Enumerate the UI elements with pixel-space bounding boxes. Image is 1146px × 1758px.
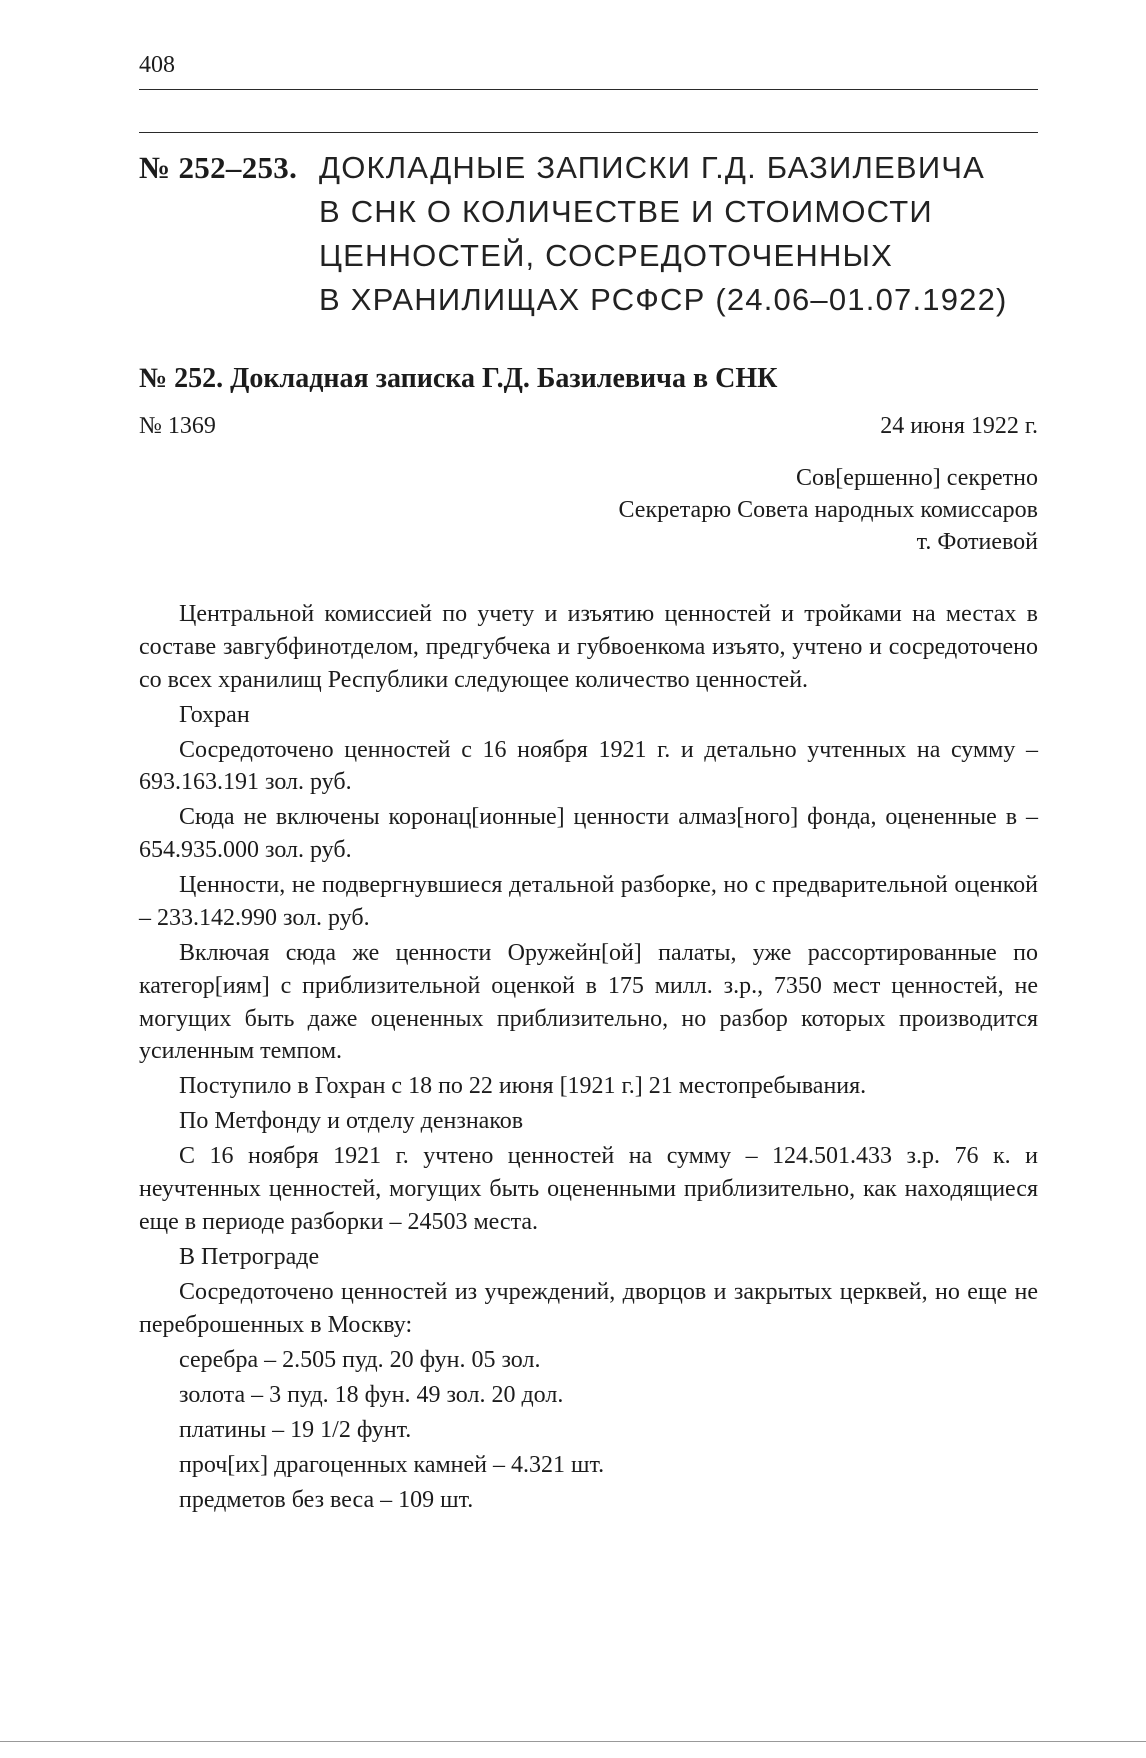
page-number: 408 [139, 52, 175, 78]
paragraph: Сюда не включены коронац[ионные] ценности алмаз[ного] фонда, оцененные в – 654.935.000 зол. руб. [139, 804, 1038, 864]
addressee-name: т. Фотиевой [916, 529, 1038, 555]
list-item-silver: серебра – 2.505 пуд. 20 фун. 05 зол. [179, 1346, 541, 1373]
addressee-title: Секретарю Совета народных комиссаров [618, 497, 1038, 523]
section-rule [139, 132, 1038, 133]
paragraph: Сосредоточено ценностей из учреждений, дворцов и закрытых церквей, но еще не переброшенных в Москву: [139, 1278, 1038, 1338]
document-heading: № 252. Докладная записка Г.Д. Базилевича в СНК [139, 363, 778, 394]
secrecy-stamp: Сов[ершенно] секретно [795, 465, 1038, 491]
subheading-gokhran: Гохран [179, 701, 250, 728]
paragraph: Сосредоточено ценностей с 16 ноября 1921 г. и детально учтенных на сумму – 693.163.191 зол. руб. [139, 736, 1038, 796]
document-body [139, 598, 1038, 1519]
addressee-block [619, 462, 1039, 558]
paragraph: Включая сюда же ценности Оружейн[ой] палаты, уже рассортированные по категор[иям] с приблизительной оценкой в 175 милл. з.р., 7350 мест ценностей, не могущих быть даже оцененных приблизительно, но разбор которых производится усиленным темпом. [139, 939, 1038, 1065]
scan-edge-line [0, 1741, 1146, 1742]
subheading-metfond: По Метфонду и отделу дензнаков [179, 1108, 524, 1135]
section-title: ДОКЛАДНЫЕ ЗАПИСКИ Г.Д. БАЗИЛЕВИЧА В СНК О КОЛИЧЕСТВЕ И СТОИМОСТИ ЦЕННОСТЕЙ, СОСРЕДОТОЧЕННЫХ В ХРАНИЛИЩАХ РСФСР (24.06–01.07.1922) [319, 150, 1008, 317]
subheading-petrograd: В Петрограде [179, 1243, 320, 1270]
paragraph: Ценности, не подвергнувшиеся детальной разборке, но с предварительной оценкой – 233.142.990 зол. руб. [139, 872, 1038, 931]
document-date: 24 июня 1922 г. [880, 413, 1038, 439]
list-item-platinum: платины – 19 1/2 фунт. [179, 1416, 412, 1443]
list-item-gems: проч[их] драгоценных камней – 4.321 шт. [179, 1451, 605, 1478]
paragraph-intro: Центральной комиссией по учету и изъятию ценностей и тройками на местах в составе завгубфинотделом, предгубчека и губвоенкома изъято, учтено и сосредоточено со всех хранилищ Республики следующее количество ценностей. [139, 601, 1038, 693]
document-number: № 1369 [139, 413, 216, 439]
list-item-weightless: предметов без веса – 109 шт. [179, 1486, 474, 1513]
header-rule [139, 89, 1038, 90]
section-number: № 252–253. [139, 150, 298, 185]
paragraph: С 16 ноября 1921 г. учтено ценностей на сумму – 124.501.433 з.р. 76 к. и неучтенных ценностей, могущих быть оцененными приблизительно, как находящиеся еще в периоде разборки – 24503 места. [139, 1143, 1038, 1235]
paragraph: Поступило в Гохран с 18 по 22 июня [1921 г.] 21 местопребывания. [179, 1073, 867, 1100]
list-item-gold: золота – 3 пуд. 18 фун. 49 зол. 20 дол. [179, 1381, 564, 1408]
